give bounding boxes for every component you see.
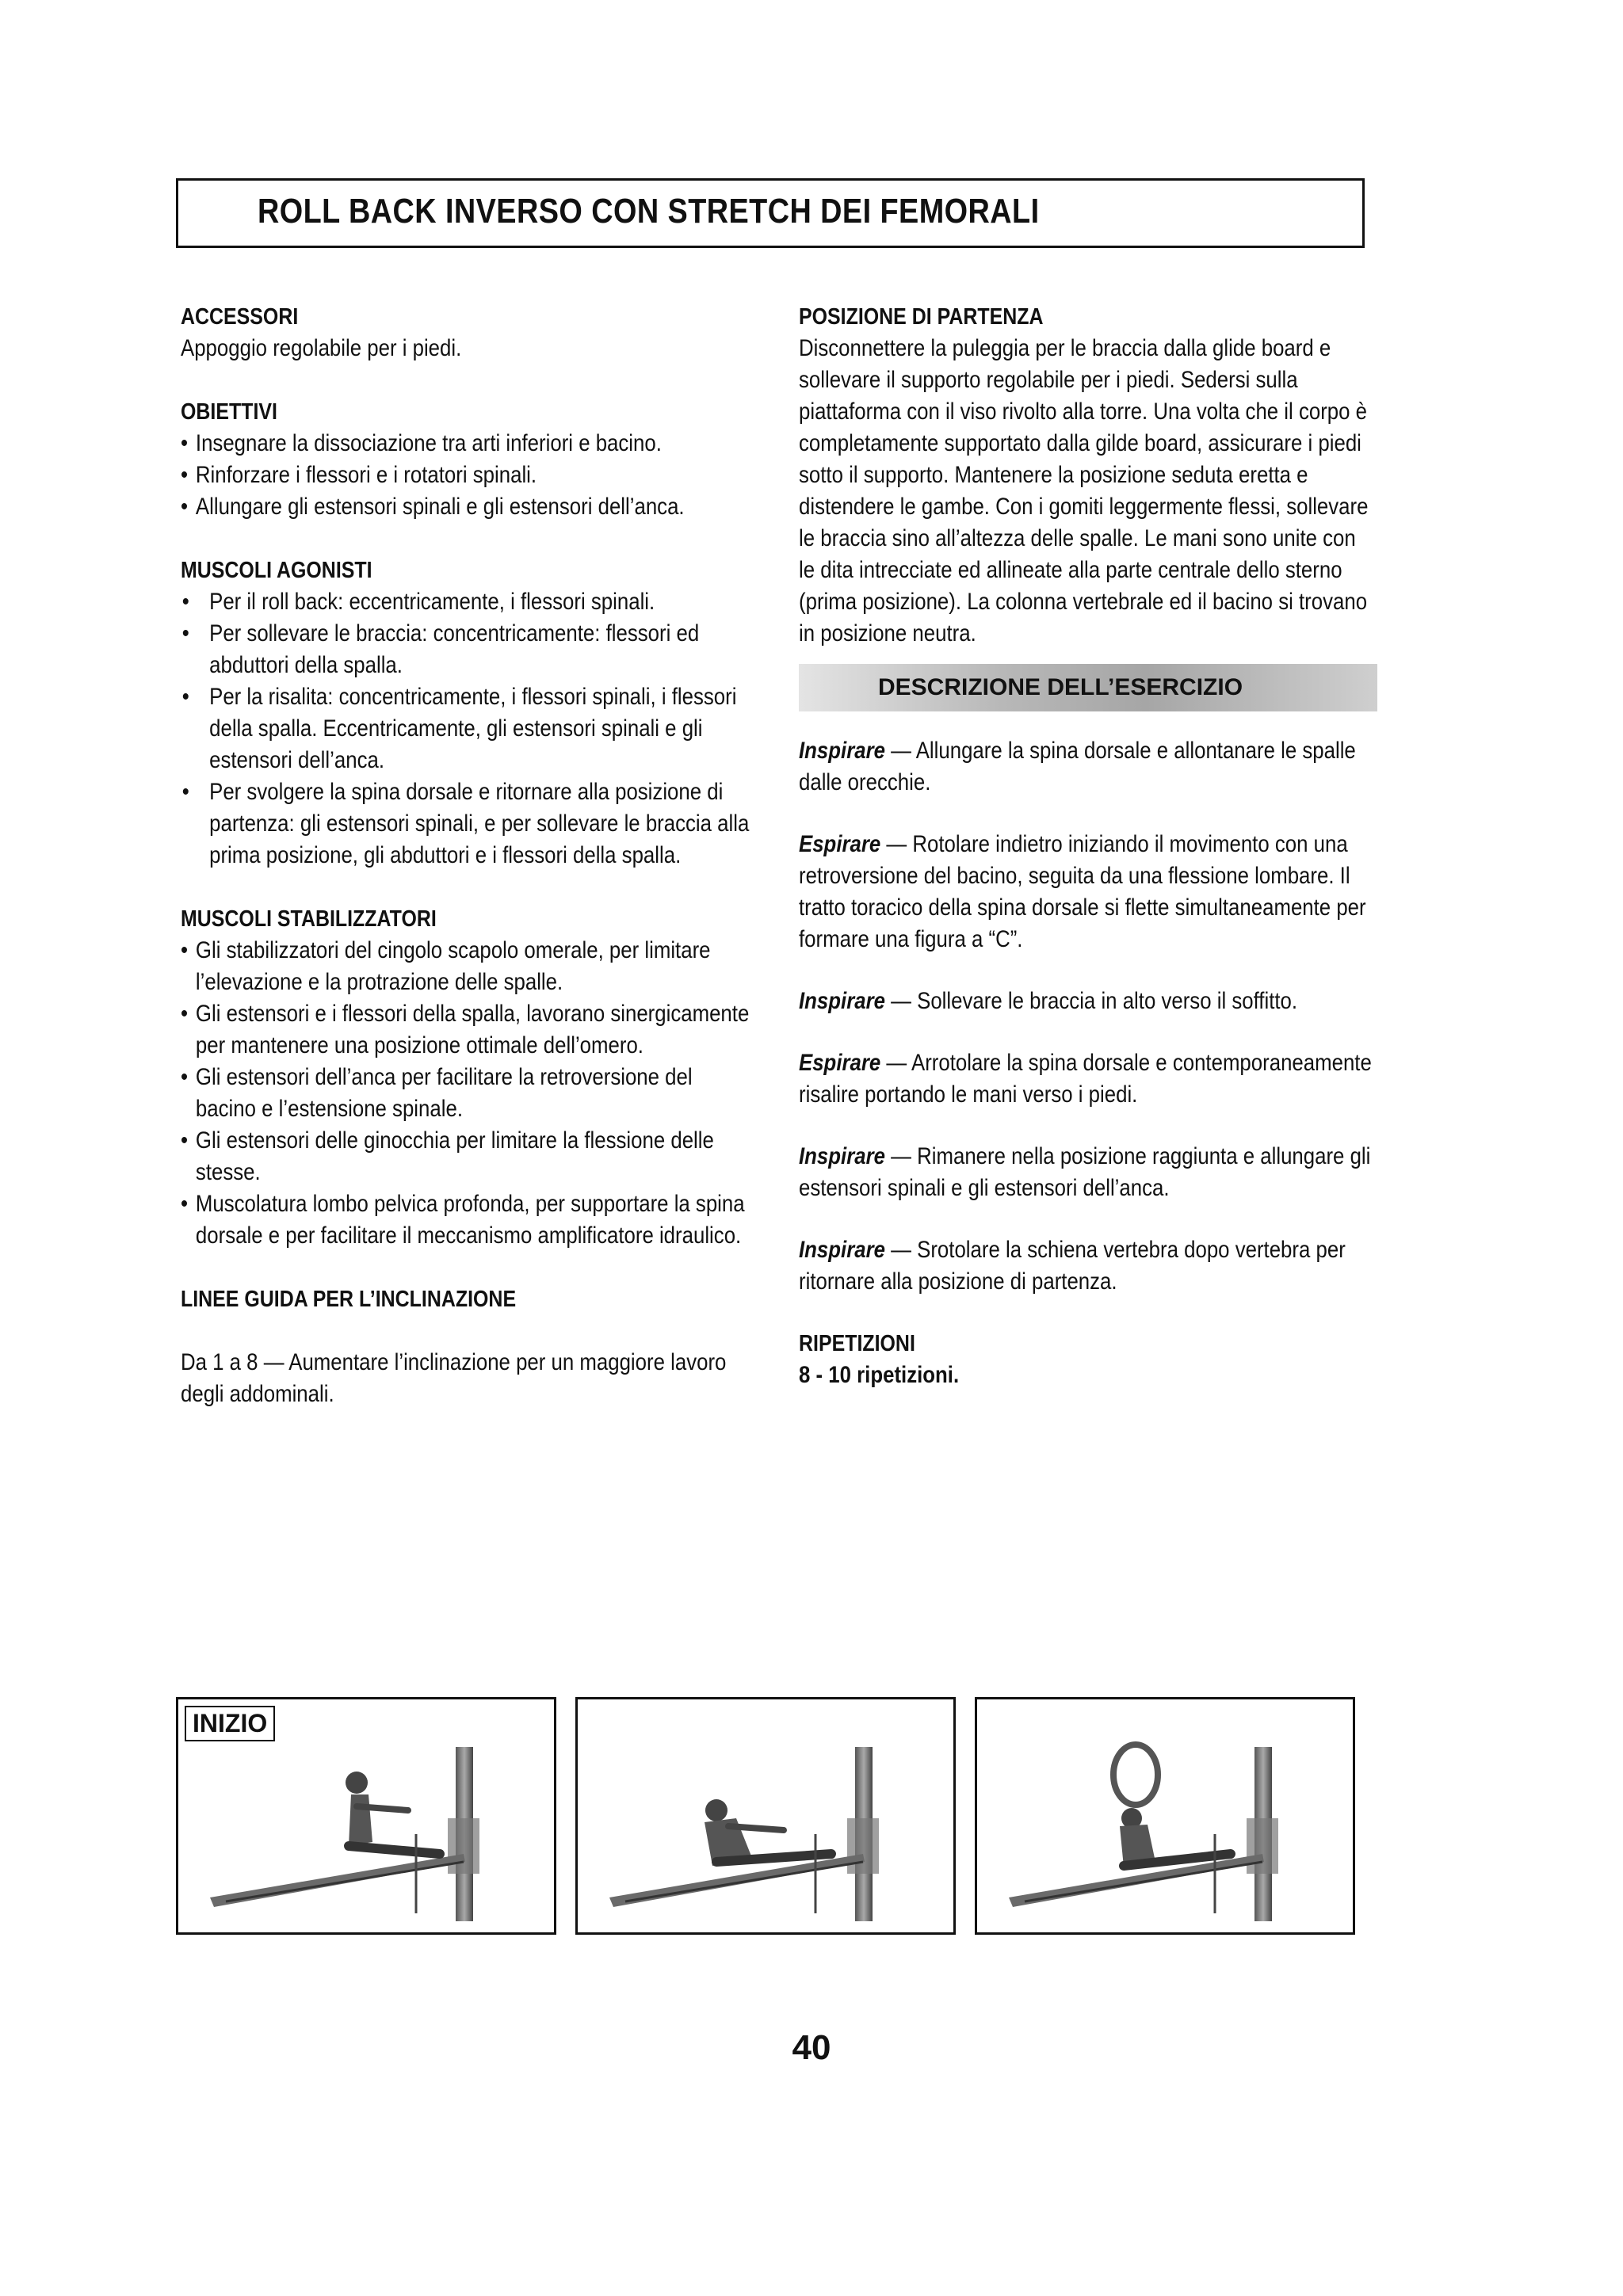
step-verb: Inspirare (799, 1237, 885, 1263)
list-item: • Insegnare la dissociazione tra arti inferiori e bacino. (181, 428, 758, 460)
photo-label-start: INIZIO (185, 1706, 275, 1741)
list-item: • Allungare gli estensori spinali e gli estensori dell’anca. (181, 491, 758, 523)
list-item: • Gli estensori delle ginocchia per limitare la flessione delle stesse. (181, 1125, 758, 1188)
photo-frame-3 (975, 1697, 1355, 1935)
stabilizzatori-heading: MUSCOLI STABILIZZATORI (181, 906, 437, 932)
exercise-photos (176, 1697, 1371, 1935)
step-text: — Sollevare le braccia in alto verso il soffitto. (884, 988, 1298, 1014)
step-text: — Arrotolare la spina dorsale e contemporaneamente risalire portando le mani verso i piedi. (799, 1050, 1372, 1108)
obiettivi-list (181, 428, 758, 523)
title-box (176, 178, 1365, 248)
step-verb: Inspirare (799, 1143, 885, 1169)
list-item: • Gli stabilizzatori del cingolo scapolo omerale, per limitare l’elevazione e la protrazione delle spalle. (181, 935, 758, 998)
step-verb: Inspirare (799, 988, 885, 1014)
list-item: • Gli estensori dell’anca per facilitare la retroversione del bacino e l’estensione spinale. (181, 1062, 758, 1125)
step-6 (799, 1234, 1376, 1298)
photo-frame-start (176, 1697, 556, 1935)
step-5 (799, 1141, 1376, 1204)
stabilizzatori-list (181, 935, 758, 1252)
step-text: — Rotolare indietro iniziando il movimento con una retroversione del bacino, seguita da una flessione lombare. Il tratto toracico della spina dorsale si flette simultaneamente per formare una figura a “C”. (799, 831, 1366, 952)
left-column (181, 301, 759, 1410)
list-item: • Rinforzare i flessori e i rotatori spinali. (181, 460, 758, 491)
list-item: • Per il roll back: eccentricamente, i flessori spinali. (181, 586, 758, 618)
step-text: — Allungare la spina dorsale e allontanare le spalle dalle orecchie. (799, 738, 1356, 795)
obiettivi-heading: OBIETTIVI (181, 399, 277, 425)
list-item: • Per la risalita: concentricamente, i flessori spinali, i flessori della spalla. Eccentricamente, gli estensori spinali e gli estensori dell’anca. (181, 681, 758, 776)
list-item: • Muscolatura lombo pelvica profonda, per supportare la spina dorsale e per facilitare il meccanismo amplificatore idraulico. (181, 1188, 758, 1252)
page-number: 40 (792, 2028, 831, 2067)
agonisti-heading: MUSCOLI AGONISTI (181, 558, 372, 583)
exercise-photo-3 (977, 1699, 1355, 1935)
page-title: ROLL BACK INVERSO CON STRETCH DEI FEMORALI (258, 192, 1040, 231)
accessori-heading: ACCESSORI (181, 304, 299, 330)
list-item: • Per svolgere la spina dorsale e ritornare alla posizione di partenza: gli estensori spinali, e per sollevare le braccia alla prima posizione, gli abduttori e i flessori della spalla. (181, 776, 758, 871)
step-verb: Espirare (799, 1050, 881, 1076)
accessori-text: Appoggio regolabile per i piedi. (181, 335, 462, 361)
step-4 (799, 1047, 1376, 1111)
ripetizioni-heading: RIPETIZIONI (799, 1331, 915, 1356)
step-verb: Espirare (799, 831, 881, 857)
ripetizioni-value: 8 - 10 ripetizioni. (799, 1362, 960, 1388)
step-verb: Inspirare (799, 738, 885, 764)
descrizione-banner (799, 664, 1377, 711)
photo-frame-2 (575, 1697, 956, 1935)
agonisti-list (181, 586, 758, 871)
right-column (799, 301, 1377, 1391)
step-2 (799, 829, 1376, 955)
linee-guida-text: Da 1 a 8 — Aumentare l’inclinazione per un maggiore lavoro degli addominali. (181, 1349, 727, 1407)
posizione-text: Disconnettere la puleggia per le braccia dalla glide board e sollevare il supporto regolabile per i piedi. Sedersi sulla piattaforma con il viso rivolto alla torre. Una volta che il corpo è completamente supportato dalla gilde board, assicurare i piedi sotto il supporto. Mantenere la posizione seduta eretta e distendere le gambe. Con i gomiti leggermente flessi, sollevare le braccia sino all’altezza delle spalle. Le mani sono unite con le dita intrecciate ed allineate alla parte centrale dello sterno (prima posizione). La colonna vertebrale ed il bacino si trovano in posizione neutra. (799, 335, 1369, 646)
list-item: • Per sollevare le braccia: concentricamente: flessori ed abduttori della spalla. (181, 618, 758, 681)
exercise-photo-2 (578, 1699, 956, 1935)
list-item: • Gli estensori e i flessori della spalla, lavorano sinergicamente per mantenere una posizione ottimale dell’omero. (181, 998, 758, 1062)
step-3 (799, 986, 1376, 1017)
step-1 (799, 735, 1376, 799)
linee-guida-heading: LINEE GUIDA PER L’INCLINAZIONE (181, 1287, 517, 1312)
step-text: — Srotolare la schiena vertebra dopo vertebra per ritornare alla posizione di partenza. (799, 1237, 1346, 1295)
posizione-heading: POSIZIONE DI PARTENZA (799, 304, 1044, 330)
descrizione-heading: DESCRIZIONE DELL’ESERCIZIO (878, 674, 1243, 700)
step-text: — Rimanere nella posizione raggiunta e allungare gli estensori spinali e gli estensori dell’anca. (799, 1143, 1371, 1201)
